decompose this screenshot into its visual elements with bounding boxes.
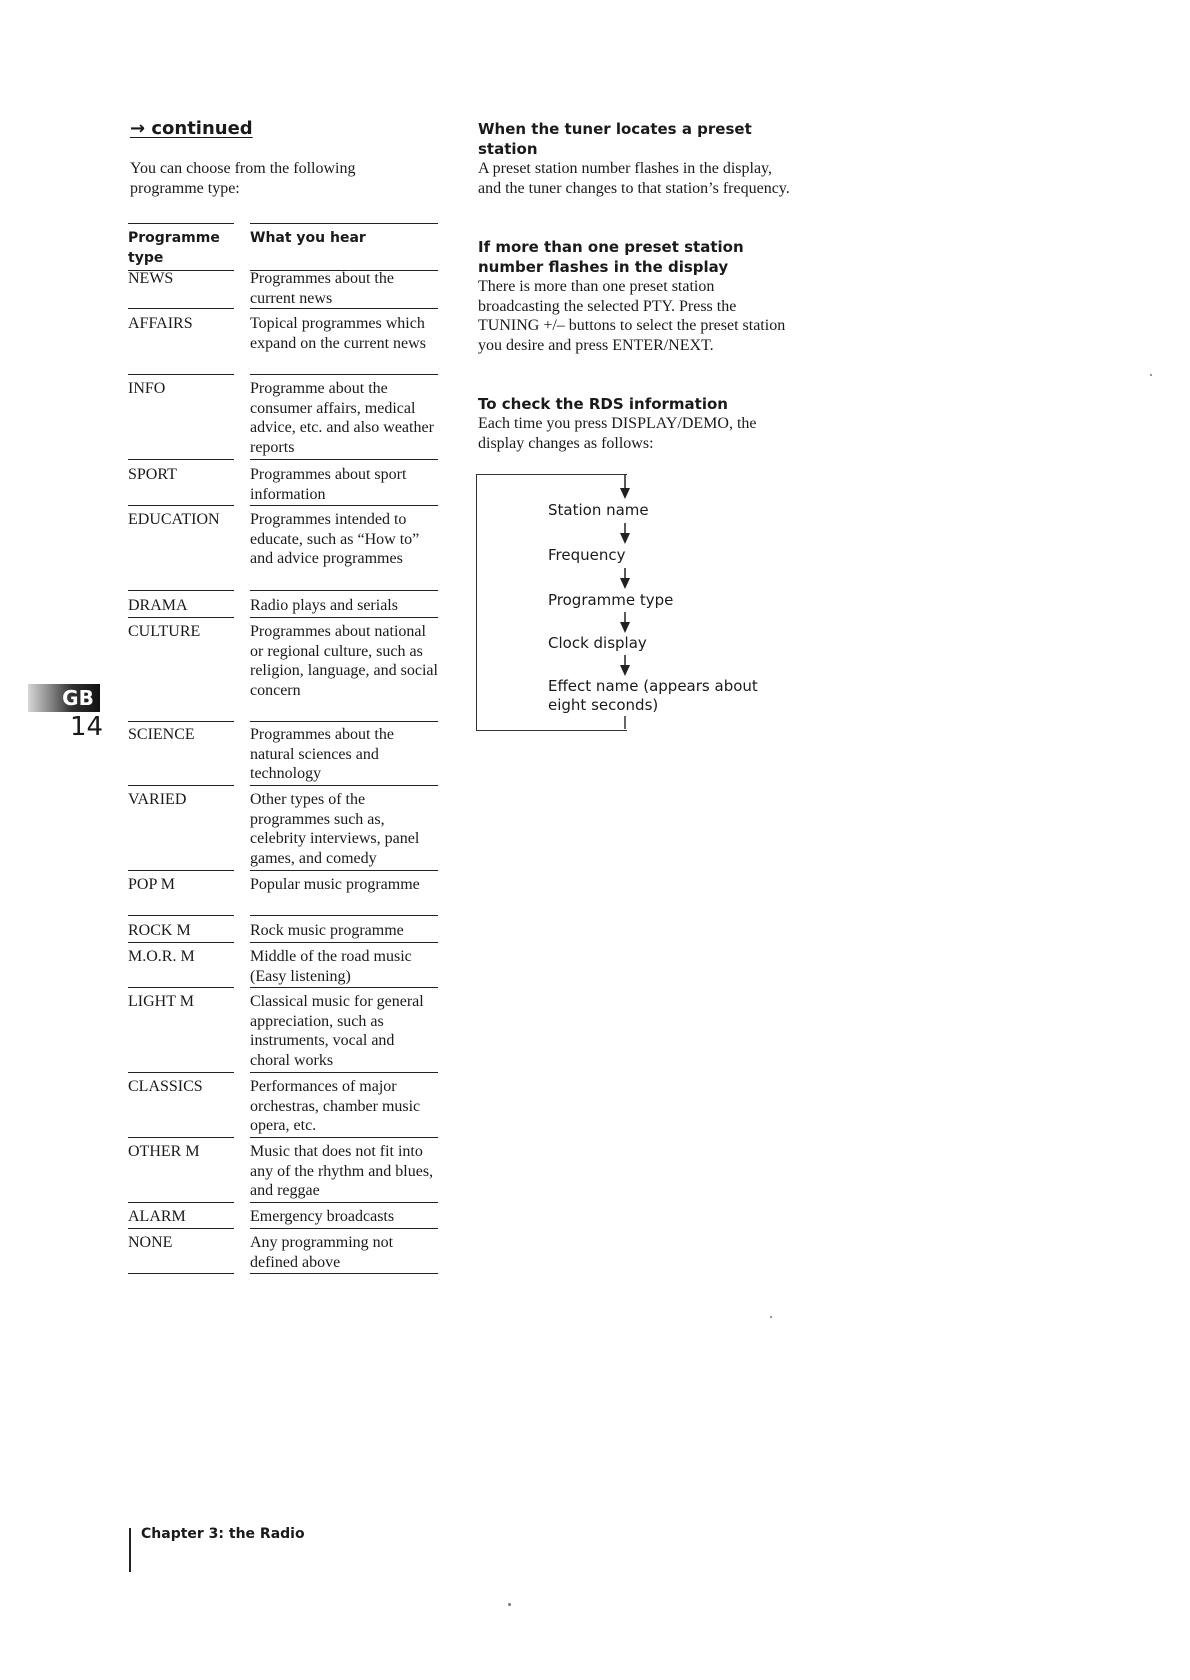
programme-type-cell: ALARM	[128, 1203, 234, 1229]
description-cell: Topical programmes which expand on the current news	[250, 310, 438, 375]
arrow-down-icon	[619, 612, 633, 634]
description-cell: Classical music for general appreciation, such as instruments, vocal and choral works	[250, 988, 438, 1073]
description-cell: Programmes about sport information	[250, 461, 438, 506]
programme-type-cell: VARIED	[128, 786, 234, 871]
section-heading-preset-station: When the tuner locates a preset station	[478, 120, 752, 158]
description-cell: Rock music programme	[250, 917, 438, 943]
programme-type-cell: SPORT	[128, 461, 234, 506]
flow-step-programme-type: Programme type	[548, 591, 674, 609]
arrow-down-icon	[619, 655, 633, 677]
arrow-down-icon	[619, 523, 633, 545]
programme-type-cell: LIGHT M	[128, 988, 234, 1073]
programme-type-cell: EDUCATION	[128, 506, 234, 591]
flow-step-station-name: Station name	[548, 501, 649, 519]
cycle-arrow-icon	[619, 474, 633, 500]
section-heading-rds-info: To check the RDS information	[478, 395, 728, 413]
description-cell: Performances of major orchestras, chamber music opera, etc.	[250, 1073, 438, 1138]
programme-type-cell: AFFAIRS	[128, 310, 234, 375]
programme-type-cell: NEWS	[128, 265, 234, 309]
description-cell: Programme about the consumer affairs, medical advice, etc. and also weather reports	[250, 375, 438, 460]
flow-step-frequency: Frequency	[548, 546, 626, 564]
programme-type-cell: CLASSICS	[128, 1073, 234, 1138]
region-label: GB	[62, 686, 94, 710]
description-cell: Programmes about the natural sciences and technology	[250, 721, 438, 786]
programme-type-cell: NONE	[128, 1229, 234, 1274]
description-cell: Middle of the road music (Easy listening)	[250, 943, 438, 988]
programme-type-cell: DRAMA	[128, 592, 234, 618]
column-header-programme-type: Programme type	[128, 223, 234, 271]
section-body-multiple-presets: There is more than one preset station broadcasting the selected PTY. Press the TUNING +/– buttons to select the preset station you desire and press ENTER/NEXT.	[478, 278, 786, 354]
chapter-divider	[129, 1528, 131, 1572]
section-body-preset-station: A preset station number flashes in the display, and the tuner changes to that station’s frequency.	[478, 160, 790, 197]
programme-type-cell: SCIENCE	[128, 721, 234, 786]
programme-type-cell: M.O.R. M	[128, 943, 234, 988]
description-cell: Any programming not defined above	[250, 1229, 438, 1274]
description-cell: Music that does not fit into any of the rhythm and blues, and reggae	[250, 1138, 438, 1203]
description-cell: Programmes about the current news	[250, 265, 438, 309]
description-cell: Programmes about national or regional culture, such as religion, language, and social concern	[250, 618, 438, 722]
programme-type-cell: OTHER M	[128, 1138, 234, 1203]
programme-type-cell: POP M	[128, 871, 234, 916]
page-number: 14	[70, 712, 104, 742]
scan-speck	[508, 1603, 511, 1606]
programme-type-cell: INFO	[128, 375, 234, 460]
description-cell: Emergency broadcasts	[250, 1203, 438, 1229]
description-cell: Radio plays and serials	[250, 592, 438, 618]
arrow-down-icon	[619, 568, 633, 590]
description-cell: Popular music programme	[250, 871, 438, 916]
description-cell: Programmes intended to educate, such as “How to” and advice programmes	[250, 506, 438, 591]
scan-speck	[1150, 374, 1152, 376]
chapter-title: Chapter 3: the Radio	[141, 1526, 305, 1542]
scan-speck	[770, 1316, 772, 1318]
flow-step-effect-name: Effect name (appears about eight seconds)	[548, 677, 758, 714]
section-body-rds-info: Each time you press DISPLAY/DEMO, the display changes as follows:	[478, 415, 757, 452]
loop-return-line	[619, 716, 629, 730]
programme-type-cell: ROCK M	[128, 917, 234, 943]
flow-step-clock-display: Clock display	[548, 634, 647, 652]
column-header-what-you-hear: What you hear	[250, 223, 438, 271]
section-heading-multiple-presets: If more than one preset station number flashes in the display	[478, 238, 744, 276]
description-cell: Other types of the programmes such as, celebrity interviews, panel games, and comedy	[250, 786, 438, 871]
continued-heading: → continued	[130, 118, 253, 139]
intro-text: You can choose from the following programme type:	[130, 160, 356, 197]
programme-type-cell: CULTURE	[128, 618, 234, 722]
